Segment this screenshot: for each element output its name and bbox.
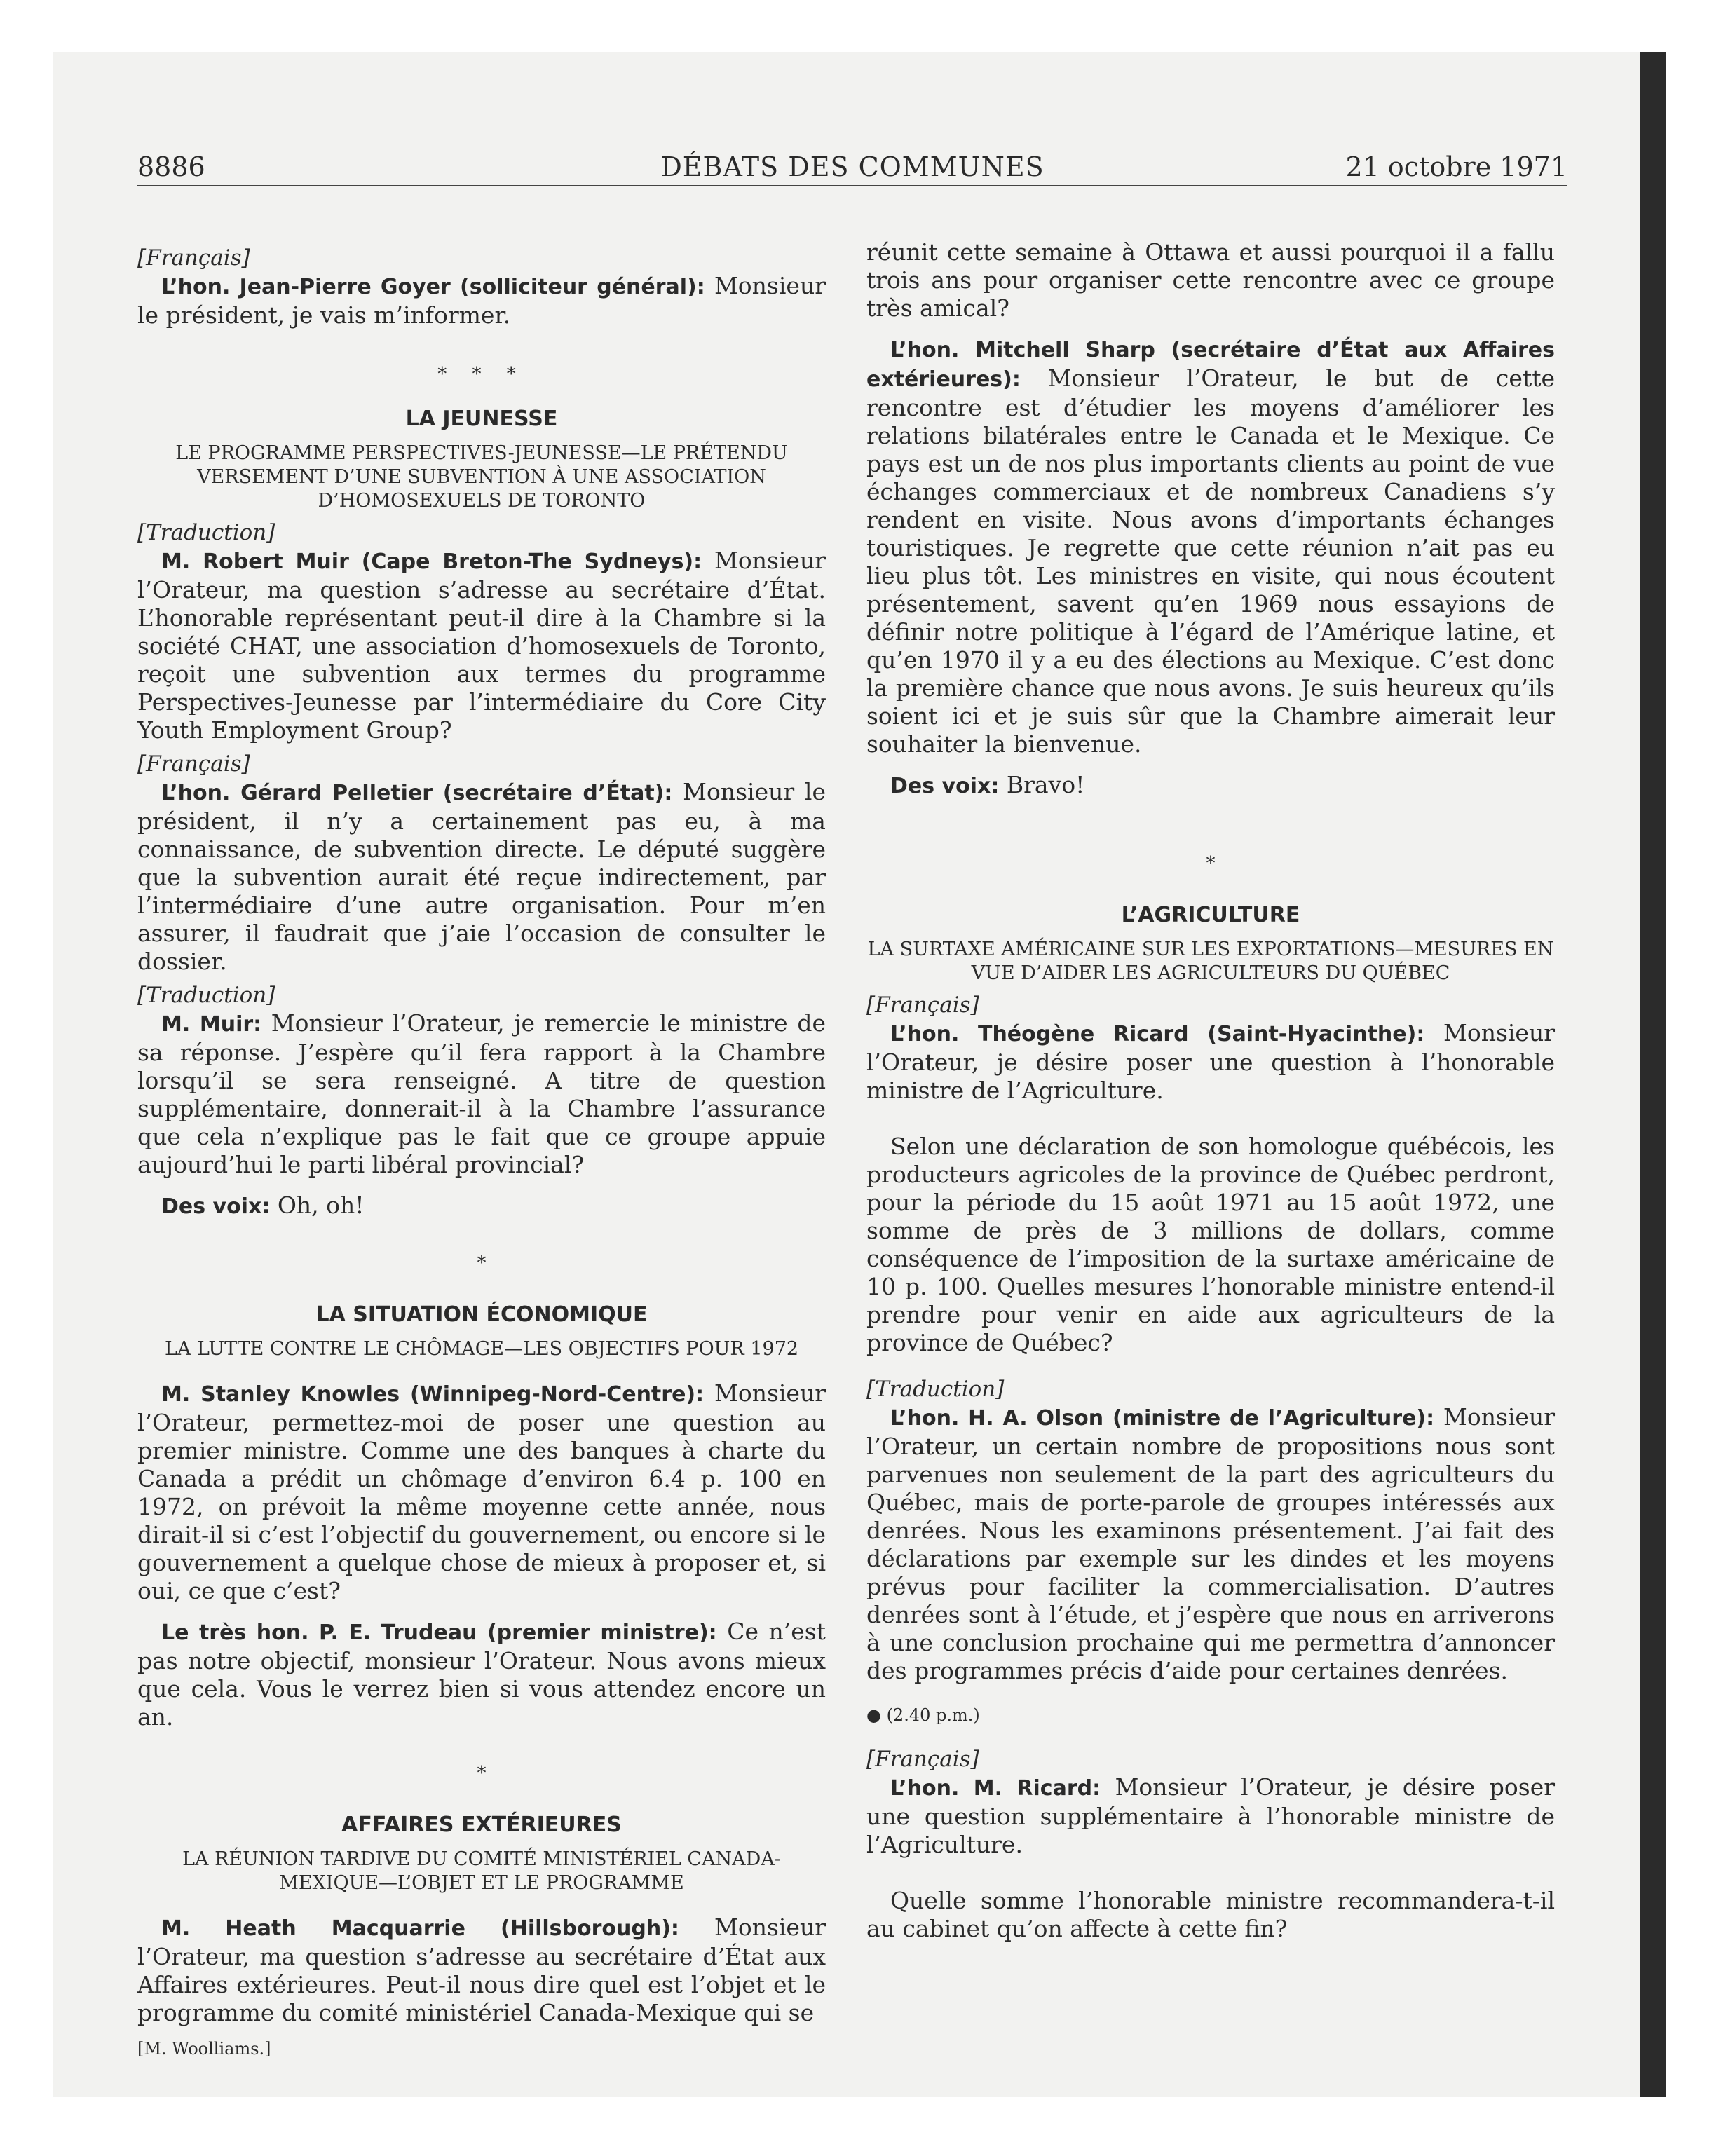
speech-muir-2 [137,1009,826,1179]
speaker-name: M. Robert Muir (Cape Breton-The Sydneys): [161,550,702,574]
language-note: [Français] [137,245,250,271]
section-subheading: LA LUTTE CONTRE LE CHÔMAGE—LES OBJECTIFS POUR 1972 [164,1338,799,1360]
speech-text: Bravo! [1006,771,1085,798]
section-separator: * [1206,853,1216,874]
left-column [137,238,826,2061]
language-note: [Traduction] [866,1377,1005,1402]
language-note: [Traduction] [137,983,275,1008]
speech-text: Monsieur l’Orateur, un certain nombre de propositions nous sont parvenues non seulement de la part des agriculteurs du Québec, mais de porte-parole de groupes intéressés aux denrées. Nous les examinons présentement. J’ai fait des déclarations par exemple sur les dindes et les moyens prévus pour faciliter la commercialisation. D’autres denrées sont à l’étude, et j’espère que nous en arriverons à une conclusion prochaine qui me permettra d’annoncer des programmes précis d’aide pour certaines denrées. [866,1403,1555,1684]
speech-knowles [137,1379,826,1605]
speech-text: Oh, oh! [277,1192,365,1219]
speech-olson [866,1403,1555,1685]
speaker-name: L’hon. Mitchell Sharp (secrétaire d’État aux Affaires extérieures): [866,338,1555,392]
speaker-name: Le très hon. P. E. Trudeau (premier ministre): [161,1621,717,1645]
section-separator: * [477,1253,487,1274]
speech-text: Monsieur l’Orateur, ma question s’adresse au secrétaire d’État. L’honorable représentant peut-il dire à la Chambre si la société CHAT, une association d’homosexuels de Toronto, reçoit une subvention aux termes du programme Perspectives-Jeunesse par l’intermédiaire du Core City Youth Employment Group? [137,547,826,744]
speaker-name: L’hon. Théogène Ricard (Saint-Hyacinthe): [890,1022,1425,1046]
page-number: 8886 [137,151,205,182]
speech-ricard [866,1019,1555,1105]
speech-text: Monsieur le président, je vais m’informer. [137,272,826,329]
section-subheading: LE PROGRAMME PERSPECTIVES-JEUNESSE—LE PRÉTENDU VERSEMENT D’UNE SUBVENTION À UNE ASSOCIATION D’HOMOSEXUELS DE TORONTO [175,442,788,512]
speech-ricard-continued: Selon une déclaration de son homologue québécois, les producteurs agricoles de la province de Québec perdront, pour la période du 15 août 1971 au 15 août 1972, une somme de près de 3 millions de dollars, comme conséquence de l’imposition de la surtaxe américaine de 10 p. 100. Quelles mesures l’honorable ministre entend-il prendre pour venir en aide aux agriculteurs de la province de Québec? [866,1133,1555,1356]
speaker-name: L’hon. H. A. Olson (ministre de l’Agriculture): [890,1406,1435,1431]
speech-text: Monsieur l’Orateur, permettez-moi de poser une question au premier ministre. Comme une des banques à charte du Canada a prédit un chômage d’environ 6.4 p. 100 en 1972, on prévoit la même moyenne cette année, nous dirait-il si c’est l’objectif du gouvernement, ou encore si le gouvernement a quelque chose de mieux à proposer et, si oui, ce que c’est? [137,1379,826,1604]
section-heading: LA SITUATION ÉCONOMIQUE [315,1302,648,1327]
section-subheading: LA SURTAXE AMÉRICAINE SUR LES EXPORTATIONS—MESURES EN VUE D’AIDER LES AGRICULTEURS DU QUÉBEC [867,939,1554,984]
speaker-name: M. Stanley Knowles (Winnipeg-Nord-Centre): [161,1382,705,1407]
interjection-voices [866,771,1555,800]
speech-text: Monsieur l’Orateur, le but de cette rencontre est d’étudier les moyens d’améliorer les relations bilatérales entre le Canada et le Mexique. Ce pays est un de nos plus importants clients au point de vue échanges commerciaux et de nombreux Canadiens s’y rendent en visite. Nous avons d’importants échanges touristiques. Je regrette que cette réunion n’ait pas eu lieu plus tôt. Les ministres en visite, qui nous écoutent présentement, savent qu’en 1969 nous essayions de définir notre politique à l’égard de l’Amérique latine, et qu’en 1970 il y a eu des élections au Mexique. C’est donc la première chance que nous avons. Je suis heureux qu’ils soient ici et je suis sûr que la Chambre aimerait leur souhaiter la bienvenue. [866,364,1555,758]
page-header [137,149,1567,186]
interjection-voices [137,1192,826,1221]
section-separator: * [477,1763,487,1784]
speaker-name: L’hon. Gérard Pelletier (secrétaire d’État): [161,781,673,805]
section-heading: L’AGRICULTURE [1121,903,1300,927]
speaker-name: Des voix: [890,774,1000,798]
publication-date: 21 octobre 1971 [1345,151,1567,182]
speaker-name: M. Muir: [161,1012,262,1037]
speech-muir [137,547,826,744]
speech-sharp [866,335,1555,758]
language-note: [Français] [866,1747,979,1772]
speech-pelletier [137,778,826,976]
publication-title: DÉBATS DES COMMUNES [660,151,1045,182]
speech-text: Monsieur l’Orateur, je remercie le ministre de sa réponse. J’espère qu’il fera rapport à la Chambre lorsqu’il se sera renseigné. A titre de question supplémentaire, donnerait-il à la Chambre l’assurance que cela n’explique pas le fait que ce groupe appuie aujourd’hui le parti libéral provincial? [137,1009,826,1178]
language-note: [Français] [137,751,250,777]
right-column [866,238,1555,1943]
section-separator: * * * [437,364,526,385]
time-marker: ● (2.40 p.m.) [866,1705,980,1725]
speech-ricard-2-continued: Quelle somme l’honorable ministre recommandera-t-il au cabinet qu’on affecte à cette fin? [866,1887,1555,1942]
section-heading: LA JEUNESSE [405,407,558,431]
speaker-name: M. Heath Macquarrie (Hillsborough): [161,1916,679,1941]
language-note: [Traduction] [137,520,275,545]
language-note: [Français] [866,992,979,1018]
speech-text: Monsieur l’Orateur, je désire poser une question supplémentaire à l’honorable ministre de l’Agriculture. [866,1773,1556,1858]
section-heading: AFFAIRES EXTÉRIEURES [341,1813,622,1837]
section-subheading: LA RÉUNION TARDIVE DU COMITÉ MINISTÉRIEL CANADA-MEXIQUE—L’OBJET ET LE PROGRAMME [182,1848,781,1894]
speech-macquarrie [137,1913,826,2027]
speech-goyer [137,272,826,329]
speech-text: Monsieur le président, il n’y a certainement pas eu, à ma connaissance, de subvention directe. Le député suggère que la subvention aurait été reçue indirectement, par l’intermédiaire d’une autre organisation. Pour m’en assurer, il faudrait que j’aie l’occasion de consulter le dossier. [137,778,826,975]
speech-text: Ce n’est pas notre objectif, monsieur l’Orateur. Nous avons mieux que cela. Vous le verrez bien si vous attendez encore un an. [137,1618,826,1731]
speech-trudeau [137,1618,826,1731]
speaker-name: L’hon. Jean-Pierre Goyer (solliciteur général): [161,275,705,299]
speech-continuation: réunit cette semaine à Ottawa et aussi pourquoi il a fallu trois ans pour organiser cette rencontre avec ce groupe très amical? [866,238,1555,322]
speech-text: Monsieur l’Orateur, ma question s’adresse au secrétaire d’État aux Affaires extérieures. Peut-il nous dire quel est l’objet et le programme du comité ministériel Canada-Mexique qui se [137,1913,826,2026]
speech-ricard-2 [866,1773,1555,1859]
speech-text: Monsieur l’Orateur, je désire poser une question à l’honorable ministre de l’Agriculture. [866,1019,1555,1104]
speaker-name: L’hon. M. Ricard: [890,1776,1101,1801]
speaker-name: Des voix: [161,1194,271,1219]
footnote: [M. Woolliams.] [137,2039,271,2059]
